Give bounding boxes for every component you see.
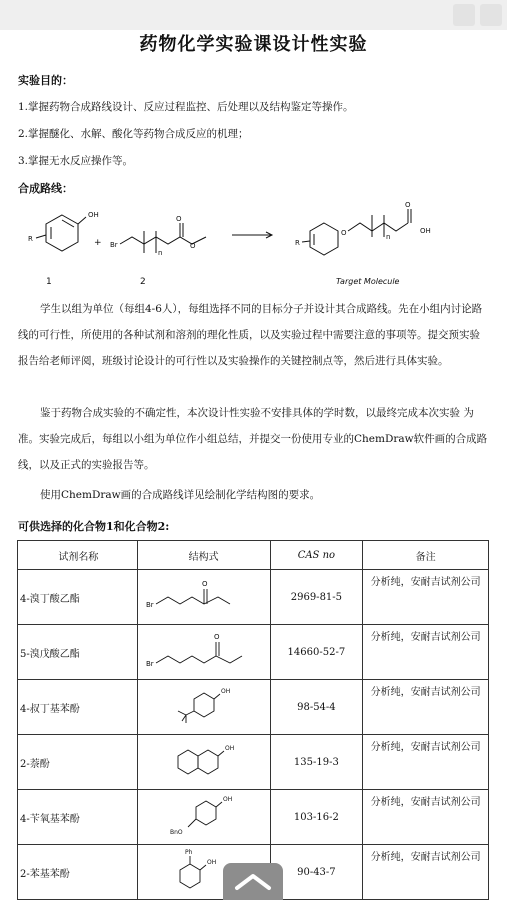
- svg-text:BnO: BnO: [169, 828, 183, 836]
- structure-cell: [137, 570, 270, 625]
- svg-text:OH: OH: [220, 687, 230, 695]
- objective-2: 2.掌握醚化、水解、酸化等药物合成反应的机理；: [18, 128, 249, 140]
- structure-cell: [137, 680, 270, 735]
- cas-number: 2969-81-5: [270, 570, 363, 625]
- structure-ethyl-4-bromobutyrate: [138, 571, 267, 621]
- br-label: Br: [110, 241, 118, 249]
- note: 分析纯，安耐吉试剂公司: [363, 845, 489, 900]
- svg-text:Ph: Ph: [184, 848, 193, 856]
- carbonyl-o: O: [176, 215, 182, 223]
- r-label: R: [28, 235, 33, 243]
- reagent-name: 4-苄氧基苯酚: [18, 790, 138, 845]
- compound-1-structure: [28, 211, 99, 251]
- acid-carbonyl-o: O: [405, 201, 411, 209]
- table-row: [18, 570, 489, 625]
- product-structure: [295, 201, 431, 255]
- scroll-to-top-button[interactable]: [223, 863, 283, 900]
- structure-2-naphthol: [138, 736, 267, 786]
- svg-text:O: O: [213, 632, 220, 641]
- route-heading: 合成路线：: [18, 182, 73, 195]
- header-structure: 结构式: [137, 541, 270, 570]
- structure-4-benzyloxyphenol: [138, 791, 267, 841]
- cas-number: 14660-52-7: [270, 625, 363, 680]
- ether-o: O: [341, 229, 347, 237]
- table-heading: 可供选择的化合物1和化合物2:: [18, 520, 170, 533]
- chevron-up-icon: [223, 863, 283, 900]
- acid-oh: OH: [420, 227, 431, 235]
- reagent-name: 2-萘酚: [18, 735, 138, 790]
- compound-1-label: 1: [46, 277, 52, 287]
- note: 分析纯，安耐吉试剂公司: [363, 680, 489, 735]
- svg-text:Br: Br: [145, 659, 154, 668]
- n-label-product: n: [386, 233, 391, 241]
- note: 分析纯，安耐吉试剂公司: [363, 735, 489, 790]
- header-note: 备注: [363, 541, 489, 570]
- paragraph-1: 学生以组为单位（每组4-6人），每组选择不同的目标分子并设计其合成路线。先在小组内讨论路线的可行性，所使用的各种试剂和溶剂的理化性质，以及实验过程中需要注意的事项等。提交预实验报告给老师评阅，班级讨论设计的可行性以及实验操作的关键控制点等，然后进行具体实验。: [18, 303, 483, 367]
- compound-2-label: 2: [140, 277, 146, 287]
- reagent-name: 4-溴丁酸乙酯: [18, 570, 138, 625]
- structure-4-tert-butylphenol: [138, 681, 267, 731]
- document-title: 药物化学实验课设计性实验: [139, 34, 368, 55]
- table-row: [18, 735, 489, 790]
- toolbar-button[interactable]: [453, 4, 475, 26]
- svg-text:OH: OH: [206, 858, 216, 866]
- cas-number: 98-54-4: [270, 680, 363, 735]
- paragraph-3: 使用ChemDraw画的合成路线详见绘制化学结构图的要求。: [40, 489, 321, 501]
- table-header-row: [18, 541, 489, 570]
- svg-text:Br: Br: [145, 600, 154, 609]
- objective-1: 1.掌握药物合成路线设计、反应过程监控、后处理以及结构鉴定等操作。: [18, 101, 354, 113]
- paragraph-2: 鉴于药物合成实验的不确定性，本次设计性实验不安排具体的学时数，以最终完成本次实验 为准。实验完成后，每组以小组为单位作小组总结，并提交一份使用专业的ChemDraw软件画的合成路线，以及正式的实验报告等。: [18, 407, 488, 471]
- note: 分析纯，安耐吉试剂公司: [363, 570, 489, 625]
- svg-text:OH: OH: [222, 795, 232, 803]
- svg-text:OH: OH: [224, 744, 234, 752]
- note: 分析纯，安耐吉试剂公司: [363, 625, 489, 680]
- synthesis-scheme: [10, 195, 500, 290]
- structure-ethyl-5-bromovalerate: [138, 626, 267, 676]
- oh-label: OH: [88, 211, 99, 219]
- svg-text:O: O: [201, 579, 208, 588]
- objectives-heading: 实验目的：: [18, 74, 73, 87]
- cas-number: 90-43-7: [270, 845, 363, 900]
- structure-cell: [137, 735, 270, 790]
- target-molecule-label: Target Molecule: [336, 277, 400, 286]
- r-label-product: R: [295, 239, 300, 247]
- reagent-name: 4-叔丁基苯酚: [18, 680, 138, 735]
- table-row: [18, 790, 489, 845]
- table-row: [18, 680, 489, 735]
- reagent-name: 2-苯基苯酚: [18, 845, 138, 900]
- note: 分析纯，安耐吉试剂公司: [363, 790, 489, 845]
- reagent-table: [17, 540, 489, 900]
- ester-o: O: [190, 242, 196, 250]
- plus-sign: +: [94, 238, 102, 248]
- structure-cell: [137, 625, 270, 680]
- top-toolbar: [0, 0, 507, 30]
- structure-cell: [137, 790, 270, 845]
- cas-number: 103-16-2: [270, 790, 363, 845]
- n-label: n: [158, 249, 163, 257]
- compound-2-structure: [110, 215, 206, 257]
- cas-number: 135-19-3: [270, 735, 363, 790]
- objective-3: 3.掌握无水反应操作等。: [18, 155, 134, 167]
- toolbar-button[interactable]: [480, 4, 502, 26]
- table-row: [18, 625, 489, 680]
- header-cas: CAS no: [270, 541, 363, 570]
- reagent-name: 5-溴戊酸乙酯: [18, 625, 138, 680]
- header-name: 试剂名称: [18, 541, 138, 570]
